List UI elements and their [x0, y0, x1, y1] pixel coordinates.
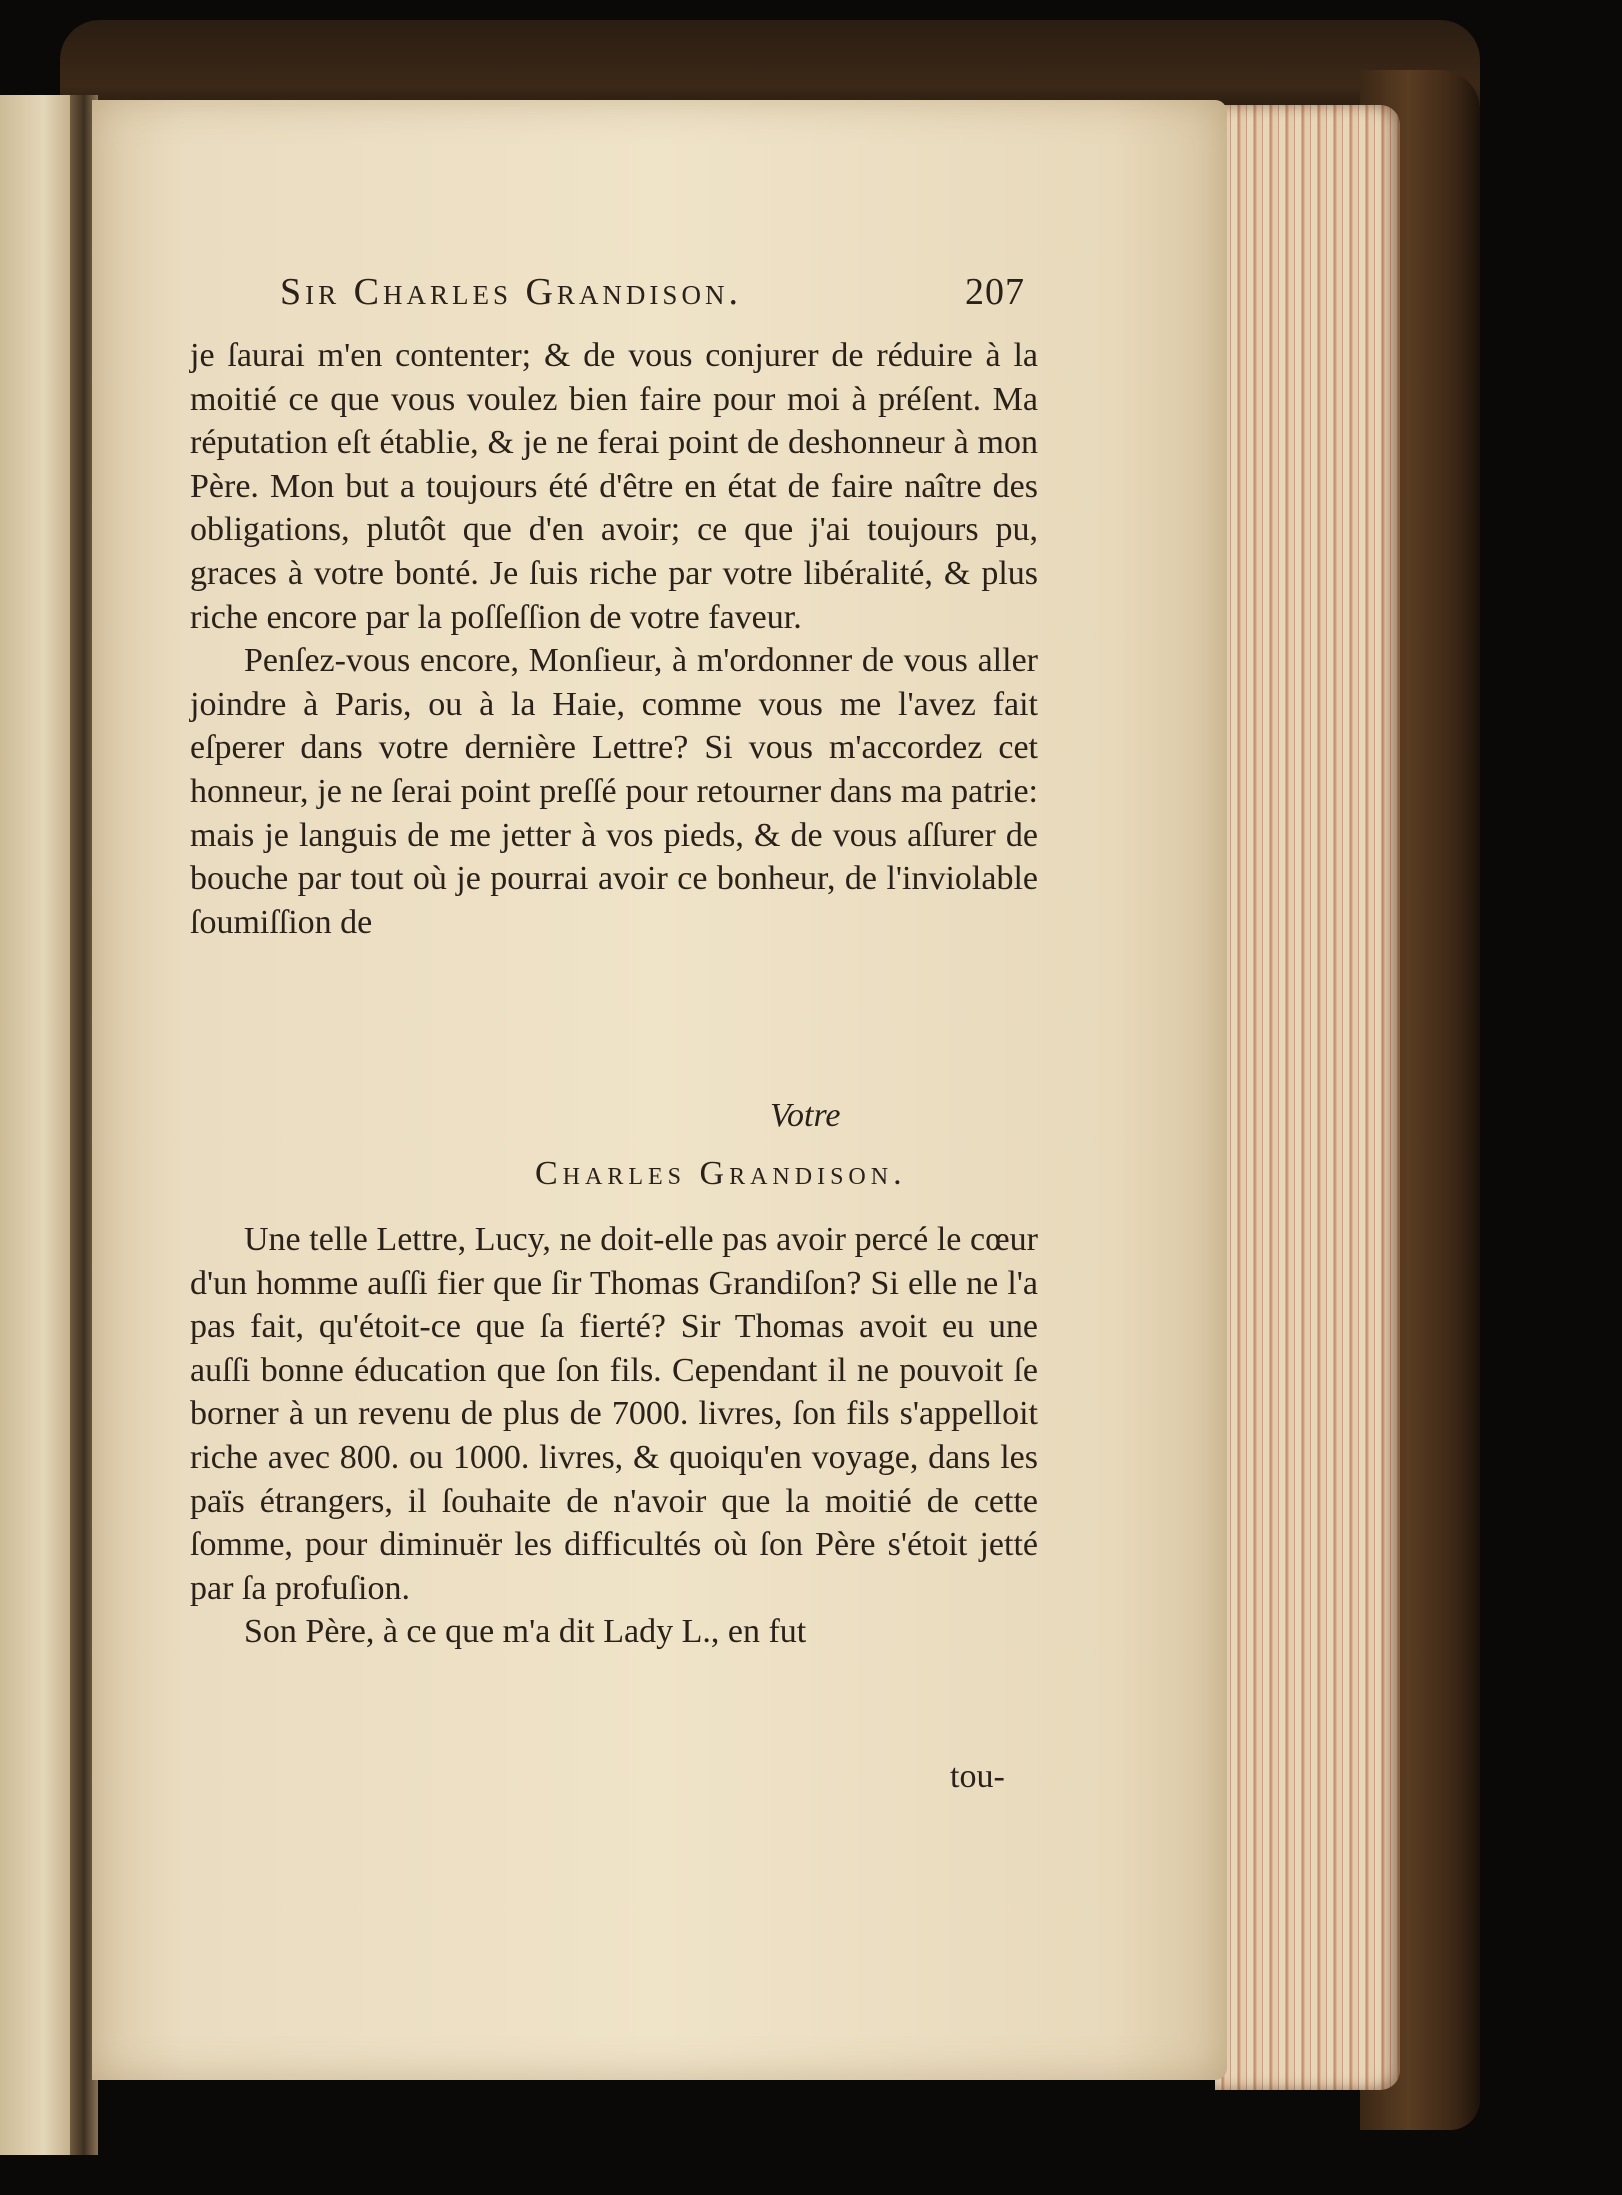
narrative-body [190, 1218, 1038, 1654]
signature-name: Charles Grandison. [535, 1155, 907, 1192]
page-number: 207 [965, 271, 1025, 313]
paragraph: Une telle Lettre, Lucy, ne doit-elle pas avoir percé le cœur d'un homme auſſi fier que ſir Thomas Grandiſon? Si elle ne l'a pas fait, qu'étoit-ce que ſa fierté? Sir Thomas avoit eu une auſſi bonne éducation que ſon fils. Cependant il ne pouvoit ſe borner à un revenu de plus de 7000. livres, ſon fils s'appelloit riche avec 800. ou 1000. livres, & quoiqu'en voyage, dans les païs étrangers, il ſouhaite de n'avoir que la moitié de cette ſomme, pour diminuër les difficultés où ſon Père s'étoit jetté par ſa profuſion. [190, 1221, 1038, 1607]
running-head-title: Sir Charles Grandison. [280, 271, 742, 313]
signature-closing: Votre [770, 1097, 841, 1134]
left-page-edge [0, 95, 80, 2155]
page-edges [1215, 105, 1400, 2090]
paragraph: Son Père, à ce que m'a dit Lady L., en fut [244, 1613, 807, 1651]
paragraph: je ſaurai m'en contenter; & de vous conjurer de réduire à la moitié ce que vous voulez bien faire pour moi à préſent. Ma réputation eſt établie, & je ne ferai point de deshonneur à mon Père. Mon but a toujours été d'être en état de faire naître des obligations, plutôt que d'en avoir; ce que j'ai toujours pu, graces à votre bonté. Je ſuis riche par votre libéralité, & plus riche encore par la poſſeſſion de votre faveur. [190, 337, 1038, 636]
paragraph: Penſez-vous encore, Monſieur, à m'ordonner de vous aller joindre à Paris, ou à la Haie, comme vous me l'avez fait eſperer dans votre dernière Lettre? Si vous m'accordez cet honneur, je ne ſerai point preſſé pour retourner dans ma patrie: mais je languis de me jetter à vos pieds, & de vous aſſurer de bouche par tout où je pourrai avoir ce bonheur, de l'inviolable ſoumiſſion de [190, 642, 1038, 941]
letter-body [190, 334, 1038, 944]
running-head [280, 270, 1025, 318]
catchword: tou- [950, 1758, 1005, 1795]
